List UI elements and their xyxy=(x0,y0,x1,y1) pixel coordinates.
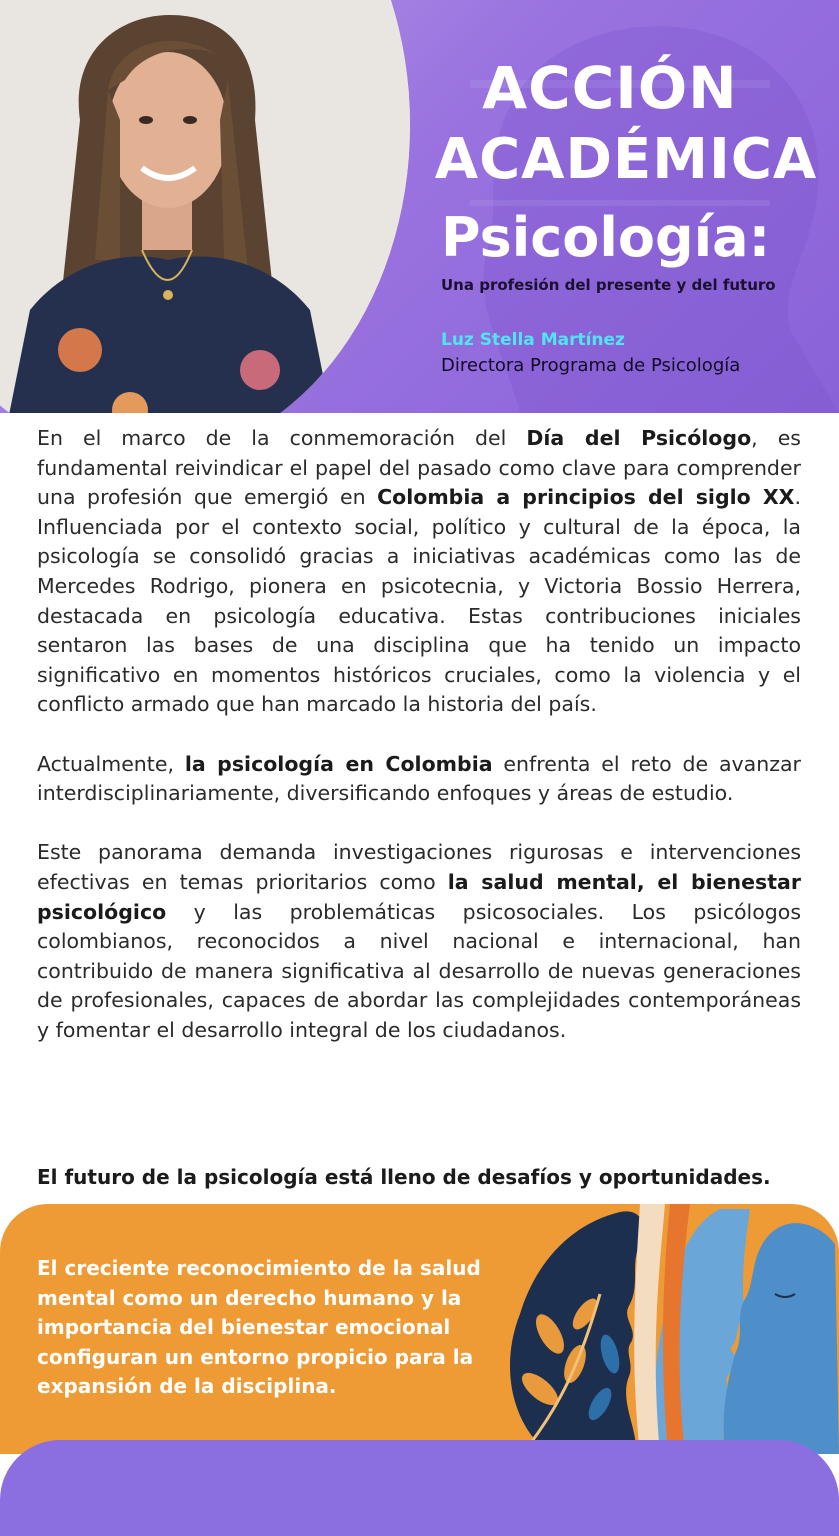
closing-statement: El futuro de la psicología está lleno de desafíos y oportunidades. xyxy=(37,1165,771,1189)
highlight-band xyxy=(0,1204,839,1454)
faces-leaves-illustration-icon xyxy=(490,1204,839,1454)
text-run: y las problemáticas psicosociales. Los psicólogos colombianos, reconocidos a nivel nacional e internacional, han contribuido de manera significativa al desarrollo de nuevas generaciones de profesionales, capaces de abordar las complejidades contemporáneas y fomentar el desarrollo integral de los ciudadanos. xyxy=(37,899,801,1042)
bold-run: la psicología en Colombia xyxy=(184,751,493,776)
text-run: Actualmente, xyxy=(37,751,185,776)
article-body xyxy=(37,424,801,1075)
subtitle: Una profesión del presente y del futuro xyxy=(441,276,776,294)
title-line-1: ACCIÓN xyxy=(482,54,738,122)
bold-run: Día del Psicólogo xyxy=(526,426,752,450)
text-run: enfrenta el reto de avanzar interdisciplinariamente, diversificando enfoques y áreas de estudio. xyxy=(37,751,801,806)
highlight-text: El creciente reconocimiento de la salud mental como un derecho humano y la importancia del bienestar emocional configuran un entorno propicio para la expansión de la disciplina. xyxy=(37,1256,481,1398)
bold-run: la salud mental, el bienestar psicológico xyxy=(37,869,801,924)
paragraph-1 xyxy=(37,424,801,720)
title-line-2: ACADÉMICA xyxy=(434,127,818,192)
text-run: Este panorama demanda investigaciones rigurosas e intervenciones efectivas en temas prioritarios como xyxy=(37,840,801,894)
author-name: Luz Stella Martínez xyxy=(441,330,625,350)
woman-portrait-icon xyxy=(0,0,410,413)
title-line-3: Psicología: xyxy=(441,206,771,269)
paragraph-2 xyxy=(37,750,801,809)
header-banner xyxy=(0,0,839,413)
author-role: Directora Programa de Psicología xyxy=(441,355,741,376)
text-run: En el marco de la conmemoración del xyxy=(37,426,527,450)
text-run: , es fundamental reivindicar el papel del pasado como clave para comprender una profesión que emergió en xyxy=(37,426,801,510)
text-run: . Influenciada por el contexto social, político y cultural de la época, la psicología se consolidó gracias a iniciativas académicas como las de Mercedes Rodrigo, pionera en psicotecnia, y Victoria Bossio Herrera, destacada en psicología educativa. Estas contribuciones iniciales sentaron las bases de una disciplina que ha tenido un impacto significativo en momentos históricos cruciales, como la violencia y el conflicto armado que han marcado la historia del país. xyxy=(37,485,801,717)
footer-band xyxy=(0,1440,839,1536)
paragraph-3 xyxy=(37,838,801,1045)
portrait-photo xyxy=(0,0,410,413)
bold-run: Colombia a principios del siglo XX xyxy=(377,485,795,510)
